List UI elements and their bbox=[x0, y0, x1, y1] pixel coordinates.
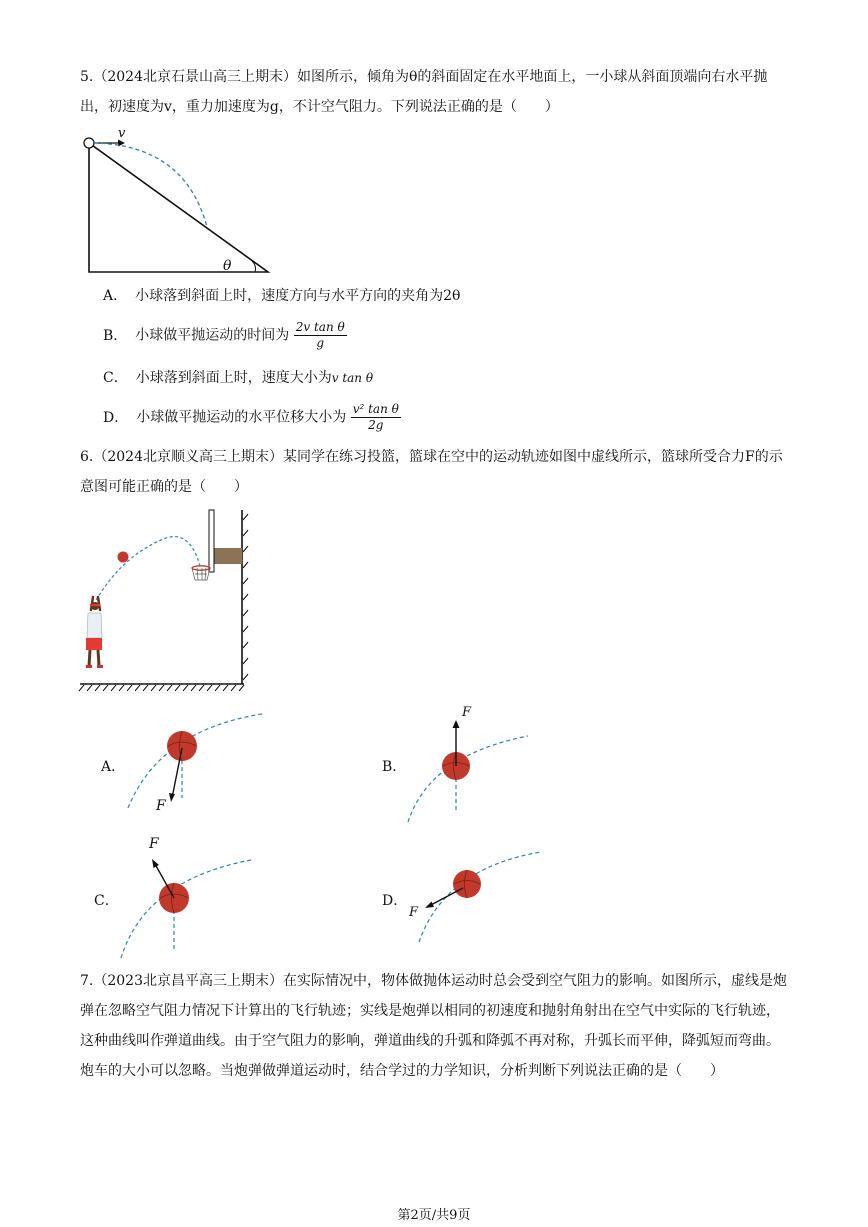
q6-choice-c-label[interactable]: C． bbox=[94, 893, 119, 909]
q6-choice-c-figure[interactable] bbox=[115, 830, 255, 962]
trajectory-curve bbox=[408, 736, 528, 822]
option-label: C． bbox=[103, 370, 128, 386]
fraction-numerator: v² tan θ bbox=[352, 402, 399, 416]
force-arrow bbox=[429, 888, 463, 906]
wall-hatching bbox=[243, 514, 248, 680]
ball-at-top bbox=[84, 138, 94, 148]
force-arrowhead bbox=[152, 859, 159, 868]
hoop-rim bbox=[192, 566, 210, 570]
force-label: F bbox=[409, 905, 419, 920]
force-arrowhead bbox=[425, 902, 434, 909]
backboard-mount bbox=[214, 548, 242, 564]
math-expression: v tan θ bbox=[331, 371, 374, 385]
option-text: 小球落到斜面上时，速度大小为 bbox=[135, 370, 332, 386]
q6-choice-d-figure[interactable] bbox=[405, 848, 545, 946]
q6-choice-b-figure[interactable] bbox=[400, 700, 535, 828]
question-7-stem: 7.（2023北京昌平高三上期末）在实际情况中，物体做抛体运动时总会受到空气阻力的影响。如图所示，虚线是炮弹在忽略空气阻力情况下计算出的飞行轨迹；实线是炮弹以相同的初速度和抛射角射出在空气中实际的飞行轨迹，这种曲线叫作弹道曲线。由于空气阻力的影响，弹道曲线的升弧和降弧不再对称，升弧长而平伸，降弧短而弯曲。炮车的大小可以忽略。当炮弹做弹道运动时，结合学过的力学知识，分析判断下列说法正确的是（ ） bbox=[80, 973, 787, 1079]
option-text: 小球做平抛运动的水平位移大小为 bbox=[136, 409, 347, 426]
q5-option-d[interactable] bbox=[103, 402, 401, 433]
fraction-numerator: 2v tan θ bbox=[295, 320, 345, 334]
option-label: A． bbox=[103, 288, 128, 304]
velocity-label: v bbox=[118, 126, 126, 141]
q6-choice-a-figure[interactable] bbox=[120, 710, 270, 820]
q6-choice-a-label[interactable]: A． bbox=[101, 759, 126, 775]
incline-figure bbox=[80, 124, 280, 279]
force-label: F bbox=[156, 798, 166, 814]
trajectory-curve bbox=[128, 714, 262, 808]
trajectory-curve bbox=[419, 852, 541, 942]
q5-option-b[interactable] bbox=[103, 320, 347, 351]
basketball-scene-figure bbox=[78, 506, 250, 694]
player-icon bbox=[86, 597, 103, 668]
force-label: F bbox=[462, 705, 472, 720]
option-text: 小球做平抛运动的时间为 bbox=[135, 327, 290, 344]
page-footer: 第2页/共9页 bbox=[397, 1208, 471, 1223]
incline-triangle bbox=[89, 143, 268, 272]
basketball bbox=[118, 552, 129, 563]
basketball bbox=[453, 870, 481, 898]
backboard bbox=[209, 510, 214, 572]
shot-trajectory bbox=[96, 537, 200, 600]
question-5-stem: 5.（2024北京石景山高三上期末）如图所示，倾角为θ的斜面固定在水平地面上，一小球从斜面顶端向右水平抛出，初速度为v，重力加速度为g，不计空气阻力。下列说法正确的是（ ） bbox=[80, 69, 768, 115]
q5-option-a[interactable] bbox=[103, 286, 460, 306]
q5-option-c[interactable] bbox=[103, 368, 373, 388]
fraction bbox=[294, 320, 347, 351]
trajectory-curve bbox=[121, 860, 251, 958]
force-arrowhead bbox=[453, 720, 460, 728]
fraction bbox=[351, 402, 401, 433]
basketball bbox=[167, 731, 197, 761]
ground-hatching bbox=[79, 685, 244, 691]
question-6-stem: 6.（2024北京顺义高三上期末）某同学在练习投篮，篮球在空中的运动轨迹如图中虚线所示，篮球所受合力F的示意图可能正确的是（ ） bbox=[80, 449, 783, 495]
projectile-path bbox=[94, 143, 207, 227]
option-text: 小球落到斜面上时，速度方向与水平方向的夹角为2θ bbox=[135, 288, 461, 304]
force-label: F bbox=[149, 836, 159, 852]
angle-label: θ bbox=[223, 258, 232, 274]
force-arrowhead bbox=[169, 793, 175, 802]
fraction-denominator: g bbox=[316, 336, 325, 350]
fraction-denominator: 2g bbox=[368, 418, 384, 432]
option-label: D． bbox=[103, 409, 129, 426]
q6-choice-b-label[interactable]: B． bbox=[382, 759, 407, 775]
q6-choice-d-label[interactable]: D． bbox=[382, 893, 408, 909]
option-label: B． bbox=[103, 327, 128, 344]
